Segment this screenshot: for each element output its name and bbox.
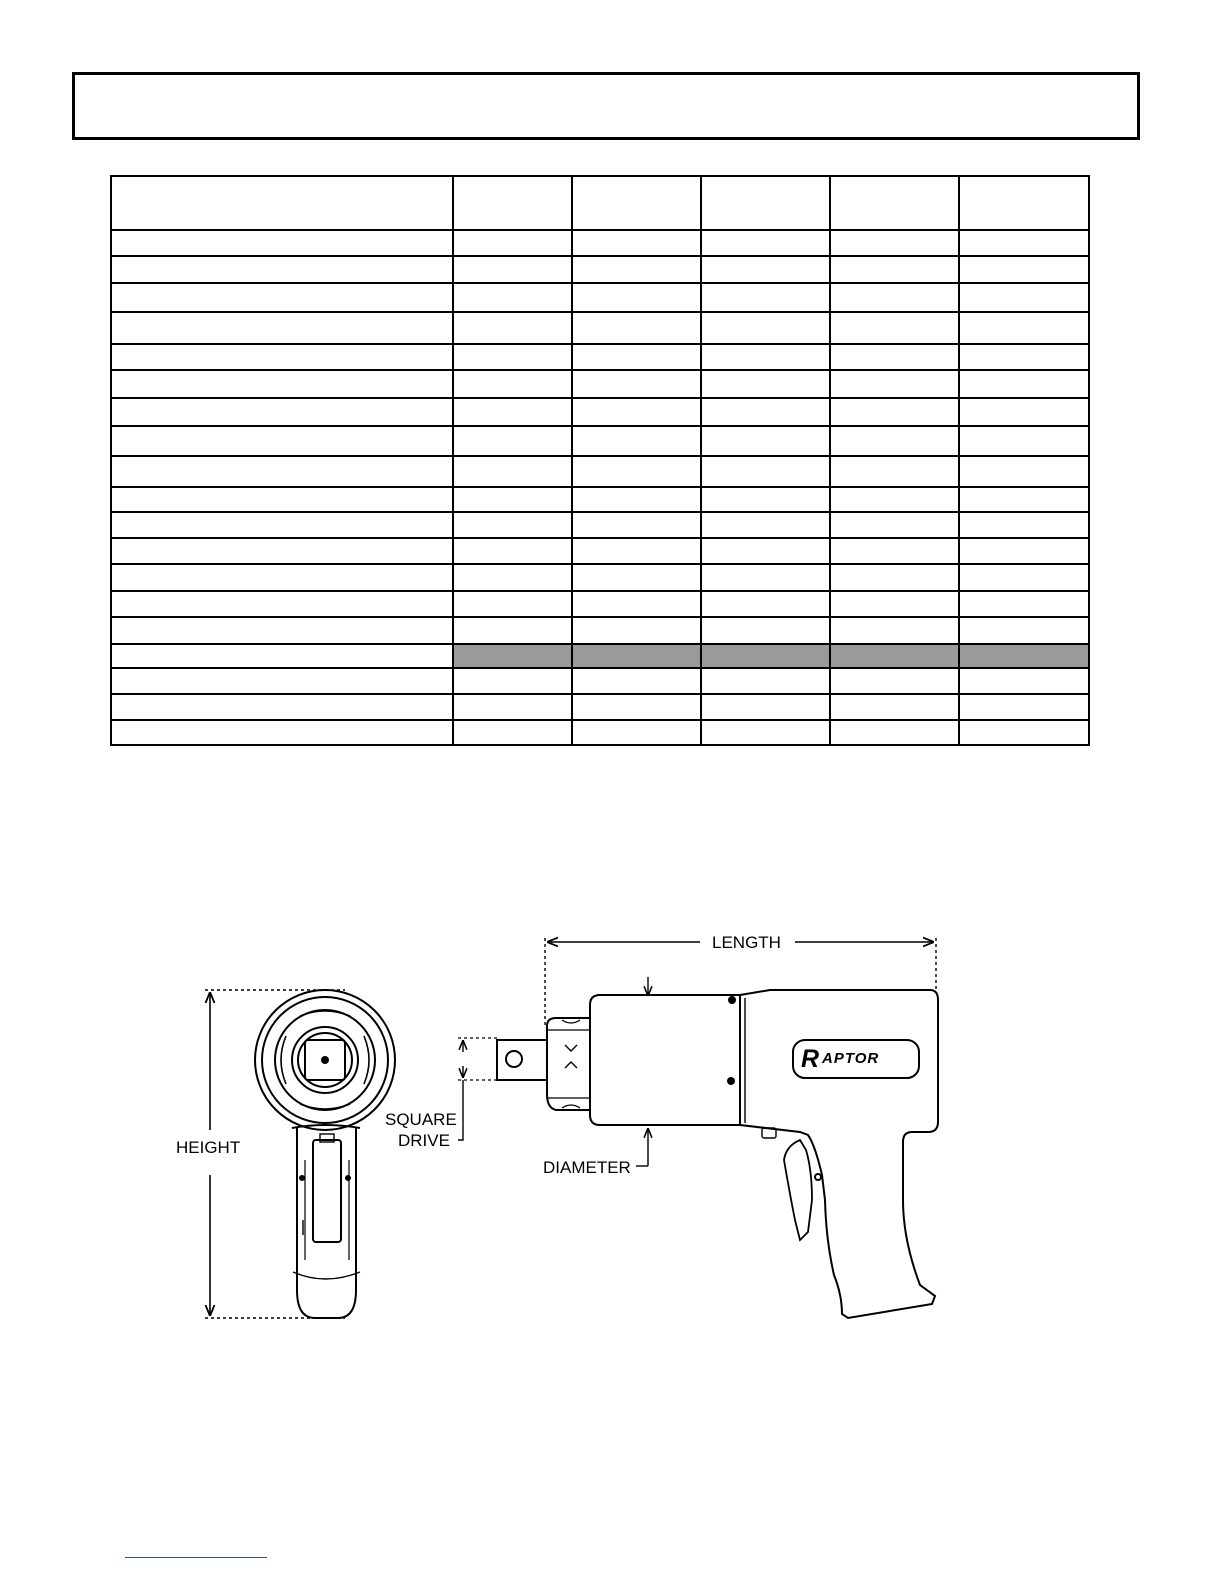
table-cell bbox=[453, 512, 572, 538]
table-cell bbox=[572, 176, 701, 230]
table-cell bbox=[453, 668, 572, 694]
table-cell bbox=[959, 694, 1089, 720]
table-cell bbox=[701, 694, 830, 720]
table-cell bbox=[111, 312, 453, 344]
table-row bbox=[111, 256, 1089, 283]
table-cell bbox=[572, 456, 701, 487]
table-cell bbox=[572, 591, 701, 617]
title-box bbox=[72, 72, 1140, 140]
table-cell bbox=[830, 668, 959, 694]
table-cell bbox=[111, 720, 453, 745]
table-cell bbox=[959, 344, 1089, 370]
table-cell bbox=[453, 591, 572, 617]
table-cell bbox=[453, 426, 572, 456]
table-cell bbox=[701, 512, 830, 538]
table-row bbox=[111, 694, 1089, 720]
table-cell bbox=[572, 668, 701, 694]
table-cell bbox=[959, 283, 1089, 312]
table-cell bbox=[830, 344, 959, 370]
table-row-shaded bbox=[111, 644, 1089, 668]
table-cell bbox=[572, 538, 701, 564]
table-cell bbox=[830, 512, 959, 538]
table-cell bbox=[572, 512, 701, 538]
table-cell bbox=[453, 487, 572, 512]
table-cell bbox=[830, 426, 959, 456]
table-cell bbox=[701, 456, 830, 487]
table-cell bbox=[959, 426, 1089, 456]
table-row bbox=[111, 720, 1089, 745]
table-cell bbox=[453, 398, 572, 426]
table-cell bbox=[701, 668, 830, 694]
table-cell bbox=[111, 512, 453, 538]
svg-text:R: R bbox=[801, 1045, 820, 1073]
table-cell bbox=[572, 312, 701, 344]
table-cell bbox=[453, 176, 572, 230]
table-cell bbox=[572, 344, 701, 370]
table-cell bbox=[701, 617, 830, 644]
table-cell bbox=[572, 426, 701, 456]
table-cell bbox=[830, 283, 959, 312]
impact-wrench-dimension-drawing bbox=[0, 900, 1224, 1360]
table-cell bbox=[111, 456, 453, 487]
table-cell bbox=[701, 344, 830, 370]
table-cell bbox=[572, 564, 701, 591]
table-cell bbox=[959, 617, 1089, 644]
table-cell bbox=[111, 644, 453, 668]
table-cell bbox=[572, 644, 701, 668]
table-header-row bbox=[111, 176, 1089, 230]
table-cell bbox=[701, 538, 830, 564]
table-cell bbox=[701, 256, 830, 283]
table-cell bbox=[959, 487, 1089, 512]
table-cell bbox=[453, 720, 572, 745]
table-cell bbox=[572, 230, 701, 256]
table-cell bbox=[701, 370, 830, 398]
table-cell bbox=[111, 694, 453, 720]
table-cell bbox=[959, 230, 1089, 256]
table-row bbox=[111, 370, 1089, 398]
table-row bbox=[111, 538, 1089, 564]
table-cell bbox=[959, 564, 1089, 591]
table-cell bbox=[830, 644, 959, 668]
table-cell bbox=[701, 230, 830, 256]
table-cell bbox=[959, 456, 1089, 487]
table-cell bbox=[453, 644, 572, 668]
table-cell bbox=[572, 256, 701, 283]
table-cell bbox=[701, 564, 830, 591]
table-cell bbox=[111, 487, 453, 512]
table-cell bbox=[701, 591, 830, 617]
table-cell bbox=[830, 564, 959, 591]
table-cell bbox=[111, 426, 453, 456]
table-cell bbox=[959, 370, 1089, 398]
table-cell bbox=[111, 230, 453, 256]
table-row bbox=[111, 668, 1089, 694]
table-cell bbox=[701, 720, 830, 745]
table-cell bbox=[701, 426, 830, 456]
table-cell bbox=[111, 283, 453, 312]
table-cell bbox=[453, 230, 572, 256]
table-cell bbox=[453, 312, 572, 344]
table-row bbox=[111, 283, 1089, 312]
table-cell bbox=[830, 312, 959, 344]
table-cell bbox=[701, 487, 830, 512]
table-cell bbox=[959, 591, 1089, 617]
table-cell bbox=[959, 538, 1089, 564]
footer-link-underline bbox=[125, 1557, 267, 1558]
table-row bbox=[111, 512, 1089, 538]
table-cell bbox=[830, 230, 959, 256]
table-cell bbox=[111, 668, 453, 694]
table-cell bbox=[959, 256, 1089, 283]
table-cell bbox=[111, 256, 453, 283]
table-cell bbox=[959, 176, 1089, 230]
table-row bbox=[111, 456, 1089, 487]
table-cell bbox=[701, 176, 830, 230]
table-cell bbox=[453, 283, 572, 312]
table-cell bbox=[830, 398, 959, 426]
table-row bbox=[111, 398, 1089, 426]
table-cell bbox=[959, 720, 1089, 745]
table-cell bbox=[830, 694, 959, 720]
table-cell bbox=[453, 694, 572, 720]
label-drive: DRIVE bbox=[398, 1131, 450, 1150]
table-cell bbox=[453, 538, 572, 564]
table-cell bbox=[572, 370, 701, 398]
spec-table bbox=[110, 175, 1090, 746]
table-cell bbox=[959, 644, 1089, 668]
label-square: SQUARE bbox=[385, 1110, 457, 1129]
table-cell bbox=[830, 456, 959, 487]
table-row bbox=[111, 230, 1089, 256]
table-row bbox=[111, 312, 1089, 344]
table-cell bbox=[453, 617, 572, 644]
table-cell bbox=[572, 720, 701, 745]
table-cell bbox=[830, 487, 959, 512]
table-row bbox=[111, 564, 1089, 591]
table-cell bbox=[111, 344, 453, 370]
label-diameter: DIAMETER bbox=[543, 1158, 631, 1177]
table-cell bbox=[701, 283, 830, 312]
table-cell bbox=[111, 538, 453, 564]
label-height: HEIGHT bbox=[176, 1138, 241, 1157]
table-cell bbox=[959, 398, 1089, 426]
table-cell bbox=[959, 668, 1089, 694]
table-cell bbox=[111, 398, 453, 426]
table-cell bbox=[701, 644, 830, 668]
table-cell bbox=[111, 617, 453, 644]
table-row bbox=[111, 617, 1089, 644]
table-cell bbox=[453, 256, 572, 283]
table-row bbox=[111, 426, 1089, 456]
table-cell bbox=[572, 283, 701, 312]
table-cell bbox=[453, 344, 572, 370]
table-cell bbox=[453, 564, 572, 591]
table-cell bbox=[453, 370, 572, 398]
table-cell bbox=[830, 370, 959, 398]
table-cell bbox=[572, 617, 701, 644]
table-cell bbox=[572, 694, 701, 720]
label-length: LENGTH bbox=[712, 933, 781, 952]
table-cell bbox=[111, 370, 453, 398]
table-cell bbox=[830, 617, 959, 644]
table-cell bbox=[111, 591, 453, 617]
table-cell bbox=[701, 312, 830, 344]
table-cell bbox=[572, 398, 701, 426]
svg-text:APTOR: APTOR bbox=[822, 1050, 880, 1067]
table-cell bbox=[572, 487, 701, 512]
table-cell bbox=[830, 176, 959, 230]
table-cell bbox=[701, 398, 830, 426]
table-cell bbox=[959, 512, 1089, 538]
table-cell bbox=[111, 564, 453, 591]
table-cell bbox=[830, 720, 959, 745]
table-cell bbox=[959, 312, 1089, 344]
table-cell bbox=[111, 176, 453, 230]
table-row bbox=[111, 591, 1089, 617]
side-view bbox=[458, 938, 938, 1318]
table-row bbox=[111, 344, 1089, 370]
table-row bbox=[111, 487, 1089, 512]
table-cell bbox=[830, 256, 959, 283]
table-cell bbox=[830, 538, 959, 564]
table-cell bbox=[830, 591, 959, 617]
table-cell bbox=[453, 456, 572, 487]
